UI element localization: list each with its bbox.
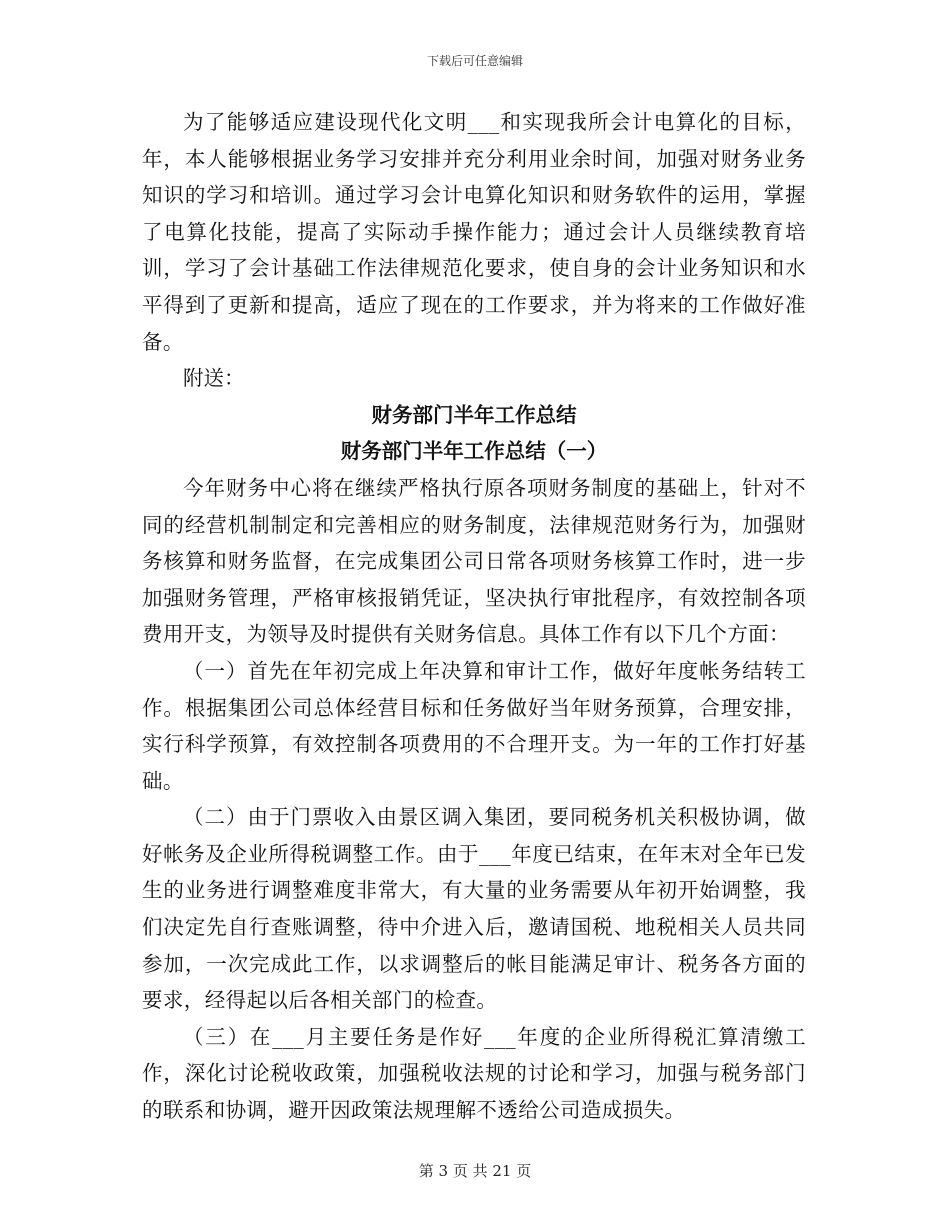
page-number-footer: 第 3 页 共 21 页: [418, 1162, 532, 1180]
body-paragraph-overview: 今年财务中心将在继续严格执行原各项财务制度的基础上，针对不同的经营机制制定和完善相应的财务制度，法律规范财务行为，加强财务核算和财务监督，在完成集团公司日常各项财务核算工作时，进一步加强财务管理，严格审核报销凭证，坚决执行审批程序，有效控制各项费用开支，为领导及时提供有关财务信息。具体工作有以下几个方面：: [142, 475, 806, 647]
document-body: [142, 104, 806, 1129]
document-title: 财务部门半年工作总结: [371, 402, 577, 427]
body-paragraph-item-1: （一）首先在年初完成上年决算和审计工作，做好年度帐务结转工作。根据集团公司总体经营目标和任务做好当年财务预算，合理安排，实行科学预算，有效控制各项费用的不合理开支。为一年的工作打好基础。: [142, 658, 806, 793]
appendix-label: 附送：: [183, 366, 245, 391]
document-subtitle: 财务部门半年工作总结（一）: [340, 439, 608, 464]
intro-paragraph: 为了能够适应建设现代化文明___和实现我所会计电算化的目标，年，本人能够根据业务学习安排并充分利用业余时间，加强对财务业务知识的学习和培训。通过学习会计电算化知识和财务软件的运用，掌握了电算化技能，提高了实际动手操作能力；通过会计人员继续教育培训，学习了会计基础工作法律规范化要求，使自身的会计业务知识和水平得到了更新和提高，适应了现在的工作要求，并为将来的工作做好准备。: [142, 110, 806, 354]
page-header-note: 下载后可任意编辑: [426, 54, 523, 68]
body-paragraph-item-3: （三）在___月主要任务是作好___年度的企业所得税汇算清缴工作，深化讨论税收政策，加强税收法规的讨论和学习，加强与税务部门的联系和协调，避开因政策法规理解不透给公司造成损失。: [142, 1024, 806, 1123]
body-paragraph-item-2: （二）由于门票收入由景区调入集团，要同税务机关积极协调，做好帐务及企业所得税调整工作。由于___年度已结束，在年末对全年已发生的业务进行调整难度非常大，有大量的业务需要从年初开始调整，我们决定先自行查账调整，待中介进入后，邀请国税、地税相关人员共同参加，一次完成此工作，以求调整后的帐目能满足审计、税务各方面的要求，经得起以后各相关部门的检查。: [142, 805, 806, 1013]
